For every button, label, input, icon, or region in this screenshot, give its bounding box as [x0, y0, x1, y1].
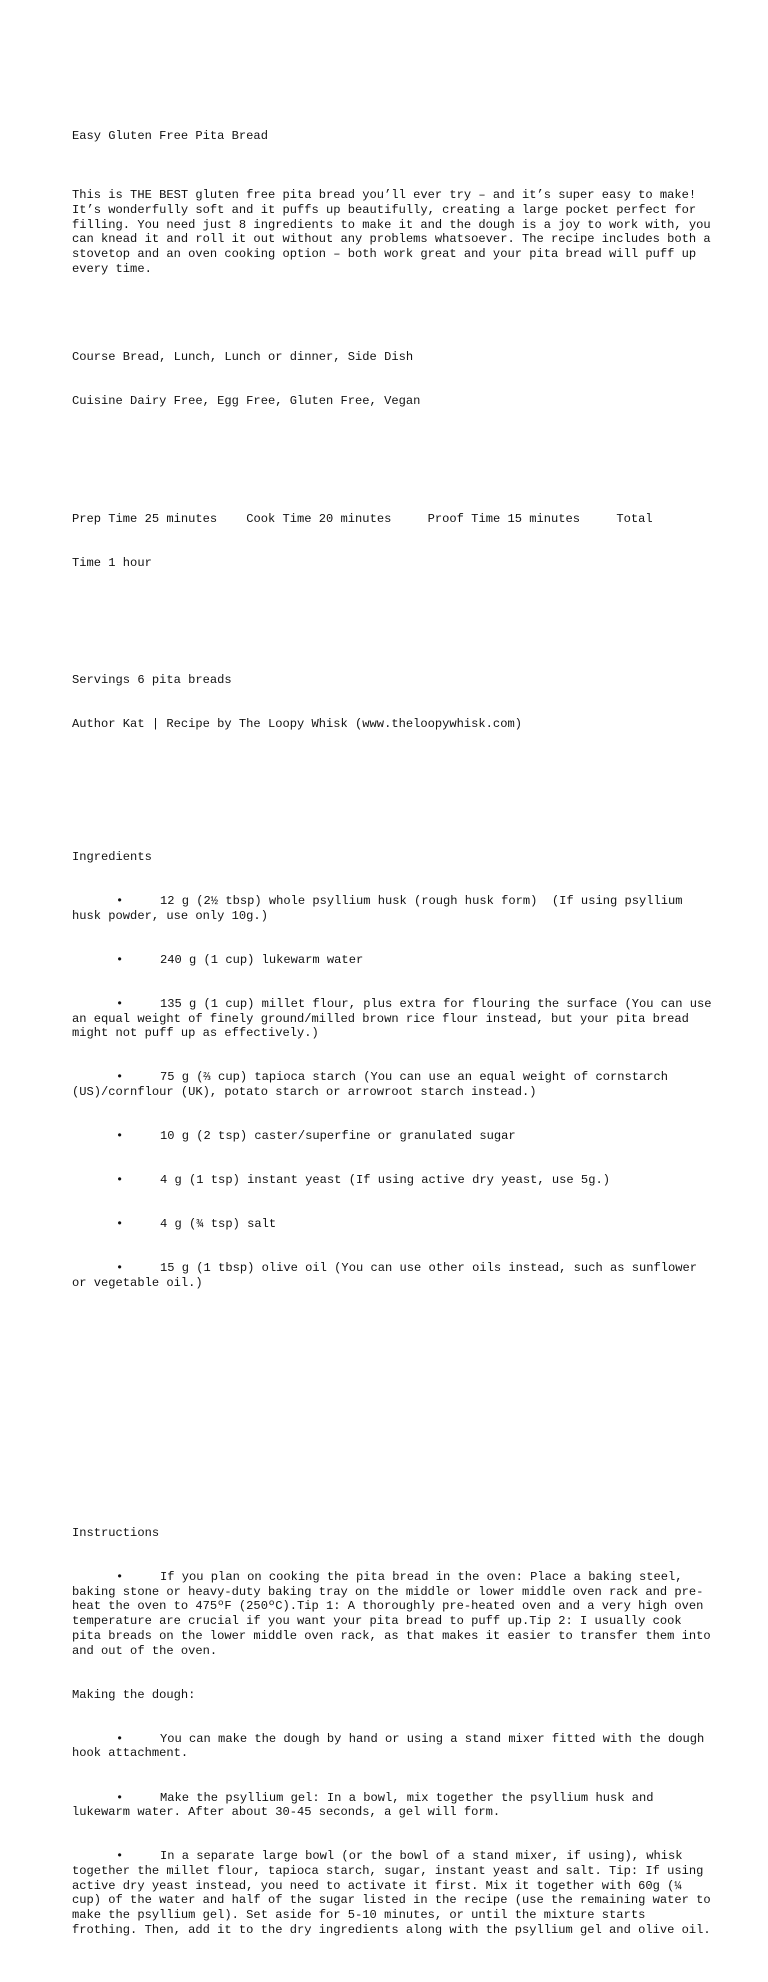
proof-time: Proof Time 15 minutes — [427, 511, 581, 526]
page-spacer — [72, 1364, 712, 1452]
bullet-icon: • — [116, 1849, 124, 1864]
recipe-intro: This is THE BEST gluten free pita bread you’ll ever try – and it’s super easy to make! It’s wonderfully soft and it puffs up beautifully, creating a large pocket perfect for filling. You need just 8 ingredients to make it and the dough is a joy to work with, you can knead it and roll it out without any problems whatsoever. The recipe includes both a stovetop and an oven cooking option – both work great and your pita bread will puff up every time. — [72, 188, 718, 276]
bullet-icon: • — [116, 893, 124, 908]
list-item — [72, 1173, 712, 1188]
list-item — [72, 894, 712, 923]
bullet-icon: • — [116, 952, 124, 967]
instruction-text: In a separate large bowl (or the bowl of a stand mixer, if using), whisk together the millet flour, tapioca starch, sugar, instant yeast and salt. Tip: If using active dry yeast instead, you need to activate it first. Mix it together with 60g (¼ cup) of the water and half of the sugar listed in the recipe (use the remaining water to make the psyllium gel). Set aside for 5-10 minutes, or until the mixture starts frothing. Then, add it to the dry ingredients along with the psyllium gel and olive oil. — [72, 1849, 718, 1937]
ingredient-text: 15 g (1 tbsp) olive oil (You can use other oils instead, such as sunflower or vegetable oil.) — [72, 1261, 705, 1291]
servings-line: Servings 6 pita breads — [72, 673, 232, 688]
list-item — [72, 1732, 712, 1761]
author-line: Author Kat | Recipe by The Loopy Whisk (www.theloopywhisk.com) — [72, 717, 522, 732]
ingredient-text: 10 g (2 tsp) caster/superfine or granulated sugar — [160, 1129, 516, 1144]
ingredient-text: 135 g (1 cup) millet flour, plus extra for flouring the surface (You can use an equal weight of finely ground/milled brown rice flour instead, but your pita bread might not puff up as effectively.) — [72, 996, 719, 1041]
course-line: Course Bread, Lunch, Lunch or dinner, Side Dish — [72, 349, 414, 364]
instruction-text: Make the psyllium gel: In a bowl, mix together the psyllium husk and lukewarm water. After about 30-45 seconds, a gel will form. — [72, 1790, 661, 1820]
instruction-text: If you plan on cooking the pita bread in the oven: Place a baking steel, baking stone or heavy-duty baking tray on the middle or lower middle oven rack and pre-heat the oven to 475ºF (250ºC).Tip 1: A thoroughly pre-heated oven and a very high oven temperature are crucial if you want your pita bread to puff up.Tip 2: I usually cook pita breads on the lower middle oven rack, as that makes it easier to transfer them into and out of the oven. — [72, 1570, 718, 1658]
list-item — [72, 1129, 712, 1144]
ingredients-section — [72, 820, 719, 1320]
ingredient-text: 12 g (2½ tbsp) whole psyllium husk (rough husk form) (If using psyllium husk powder, use only 10g.) — [72, 893, 690, 923]
making-dough-heading: Making the dough: — [72, 1687, 196, 1702]
bullet-icon: • — [116, 1570, 124, 1585]
bullet-icon: • — [116, 1731, 124, 1746]
bullet-icon: • — [116, 1217, 124, 1232]
total-label: Total — [616, 511, 653, 526]
recipe-title: Easy Gluten Free Pita Bread — [72, 129, 268, 144]
list-item — [72, 1261, 712, 1290]
list-item — [72, 1791, 712, 1820]
ingredients-heading: Ingredients — [72, 849, 152, 864]
list-item — [72, 1070, 712, 1099]
ingredient-text: 240 g (1 cup) lukewarm water — [160, 952, 364, 967]
recipe-meta — [72, 321, 712, 439]
ingredient-text: 4 g (1 tsp) instant yeast (If using active dry yeast, use 5g.) — [160, 1173, 610, 1188]
instructions-section — [72, 1497, 718, 1968]
list-item — [72, 996, 719, 1041]
recipe-document — [72, 100, 719, 1982]
recipe-servings — [72, 644, 712, 762]
list-item — [72, 1570, 718, 1658]
prep-time: Prep Time 25 minutes — [72, 511, 218, 526]
bullet-icon: • — [116, 1129, 124, 1144]
list-item — [72, 1849, 718, 1937]
cuisine-line: Cuisine Dairy Free, Egg Free, Gluten Free, Vegan — [72, 394, 421, 409]
ingredient-text: 4 g (¾ tsp) salt — [160, 1217, 277, 1232]
instruction-text: You can make the dough by hand or using a stand mixer fitted with the dough hook attachment. — [72, 1731, 712, 1761]
bullet-icon: • — [116, 1790, 124, 1805]
list-item — [72, 1217, 712, 1232]
cook-time: Cook Time 20 minutes — [246, 511, 392, 526]
bullet-icon: • — [116, 1173, 124, 1188]
total-time: Time 1 hour — [72, 555, 152, 570]
instructions-heading: Instructions — [72, 1525, 160, 1540]
bullet-icon: • — [116, 1070, 124, 1085]
bullet-icon: • — [116, 996, 124, 1011]
times-line — [72, 512, 712, 527]
list-item — [72, 953, 712, 968]
bullet-icon: • — [116, 1261, 124, 1276]
ingredient-text: 75 g (⅔ cup) tapioca starch (You can use an equal weight of cornstarch (US)/cornflour (UK), potato starch or arrowroot starch instead.) — [72, 1070, 676, 1100]
recipe-times — [72, 482, 712, 600]
